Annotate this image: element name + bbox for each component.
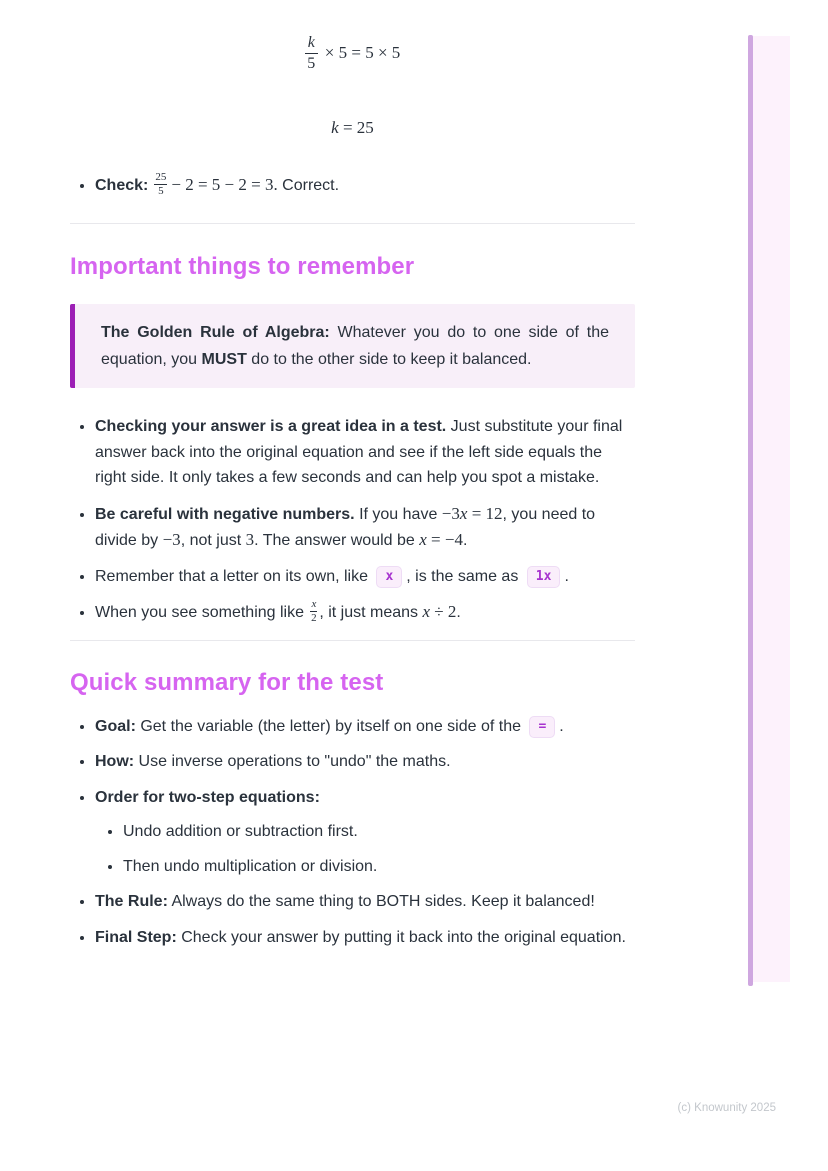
callout-body-2: do to the other side to keep it balanced.	[246, 351, 532, 369]
summary-list	[70, 714, 635, 951]
callout-body-1: Whatever you do to one side of the equation, you	[101, 324, 609, 369]
item-text: , is the same as	[406, 567, 523, 585]
document-content	[70, 0, 635, 960]
display-fraction	[305, 34, 318, 74]
check-tail: Correct.	[277, 176, 340, 194]
list-item-order	[95, 785, 635, 880]
fraction-numerator: x	[311, 598, 317, 611]
list-item-final	[95, 925, 635, 951]
item-lead: The Rule:	[95, 893, 168, 911]
item-text: Undo addition or subtraction first.	[123, 823, 358, 841]
callout-lead: The Golden Rule of Algebra:	[101, 324, 330, 342]
item-text: . The answer would be	[254, 532, 420, 550]
item-lead: Checking your answer is a great idea in a test.	[95, 418, 447, 436]
list-item-letter	[95, 564, 635, 590]
list-item-rule	[95, 889, 635, 915]
item-text: Get the variable (the letter) by itself on one side of the	[135, 717, 526, 735]
math-variable: x	[419, 530, 427, 550]
callout-text	[101, 319, 609, 373]
sublist-item	[123, 854, 635, 880]
important-list	[70, 414, 635, 626]
code-chip-1x: 1x	[527, 566, 561, 588]
check-math: − 2 = 5 − 2 = 3.	[171, 174, 278, 194]
section-heading-important: Important things to remember	[70, 253, 415, 281]
item-text: Check your answer by putting it back into the original equation.	[176, 928, 626, 946]
callout-emphasis: MUST	[201, 351, 247, 369]
item-text: When you see something like	[95, 604, 309, 622]
item-text: , not just	[180, 532, 246, 550]
code-chip-x: x	[376, 566, 402, 588]
code-chip-equals: =	[529, 716, 555, 738]
math-equation: = −4	[426, 530, 463, 550]
check-item	[95, 172, 635, 199]
item-lead: Goal:	[95, 717, 136, 735]
section-heading-summary: Quick summary for the test	[70, 668, 384, 696]
fraction-numerator: k	[305, 34, 318, 54]
item-text: .	[456, 604, 461, 622]
equation-display-1	[70, 34, 635, 74]
order-sublist	[95, 819, 635, 879]
golden-rule-callout	[70, 304, 635, 388]
item-text: If you have	[354, 505, 442, 523]
inline-fraction	[310, 599, 317, 624]
math-number: −3	[162, 530, 181, 550]
item-text: Remember that a letter on its own, like	[95, 567, 373, 585]
math-variable: x	[459, 503, 468, 523]
equation-rest: × 5 = 5 × 5	[324, 42, 401, 62]
fraction-denominator: 5	[158, 184, 164, 197]
item-lead: Be careful with negative numbers.	[95, 505, 355, 523]
list-item-goal	[95, 714, 635, 740]
section-divider	[70, 640, 635, 641]
equation-variable: k	[331, 117, 339, 137]
right-accent-panel	[753, 36, 790, 982]
item-text: , it just means	[319, 604, 423, 622]
math-equation: = 12	[467, 503, 503, 523]
sublist-item	[123, 819, 635, 845]
item-text: Always do the same thing to BOTH sides. Keep it balanced!	[167, 893, 595, 911]
math-number: 3	[245, 530, 255, 550]
list-item-fraction	[95, 599, 635, 626]
inline-fraction	[154, 172, 167, 197]
item-text: Just substitute your final answer back into the original equation and see if the left side equals the right side. It only takes a few seconds and can help you spot a mistake.	[95, 418, 623, 487]
math-equation: ÷ 2	[430, 602, 457, 622]
list-item-negatives	[95, 501, 635, 554]
item-lead: Final Step:	[95, 928, 177, 946]
item-text: .	[559, 717, 564, 735]
item-lead: Order for two-step equations:	[95, 788, 320, 806]
item-text: Then undo multiplication or division.	[123, 857, 378, 875]
item-lead: How:	[95, 753, 135, 771]
list-item-how	[95, 749, 635, 775]
footer-copyright: (c) Knowunity 2025	[677, 1102, 776, 1114]
fraction-numerator: 25	[155, 170, 167, 183]
item-text: , you need to divide by	[95, 505, 596, 550]
math-variable: x	[422, 602, 431, 622]
check-list	[70, 172, 635, 199]
item-text: Use inverse operations to "undo" the maths.	[134, 753, 451, 771]
equation-rest: = 25	[338, 117, 374, 137]
math-coefficient: −3	[441, 503, 460, 523]
item-text: .	[462, 532, 468, 550]
list-item-checking	[95, 414, 635, 491]
fraction-denominator: 2	[311, 612, 317, 625]
equation-display-2	[70, 116, 635, 140]
fraction-denominator: 5	[307, 55, 316, 73]
section-divider	[70, 223, 635, 224]
item-text: .	[564, 567, 569, 585]
check-label: Check:	[95, 176, 149, 194]
